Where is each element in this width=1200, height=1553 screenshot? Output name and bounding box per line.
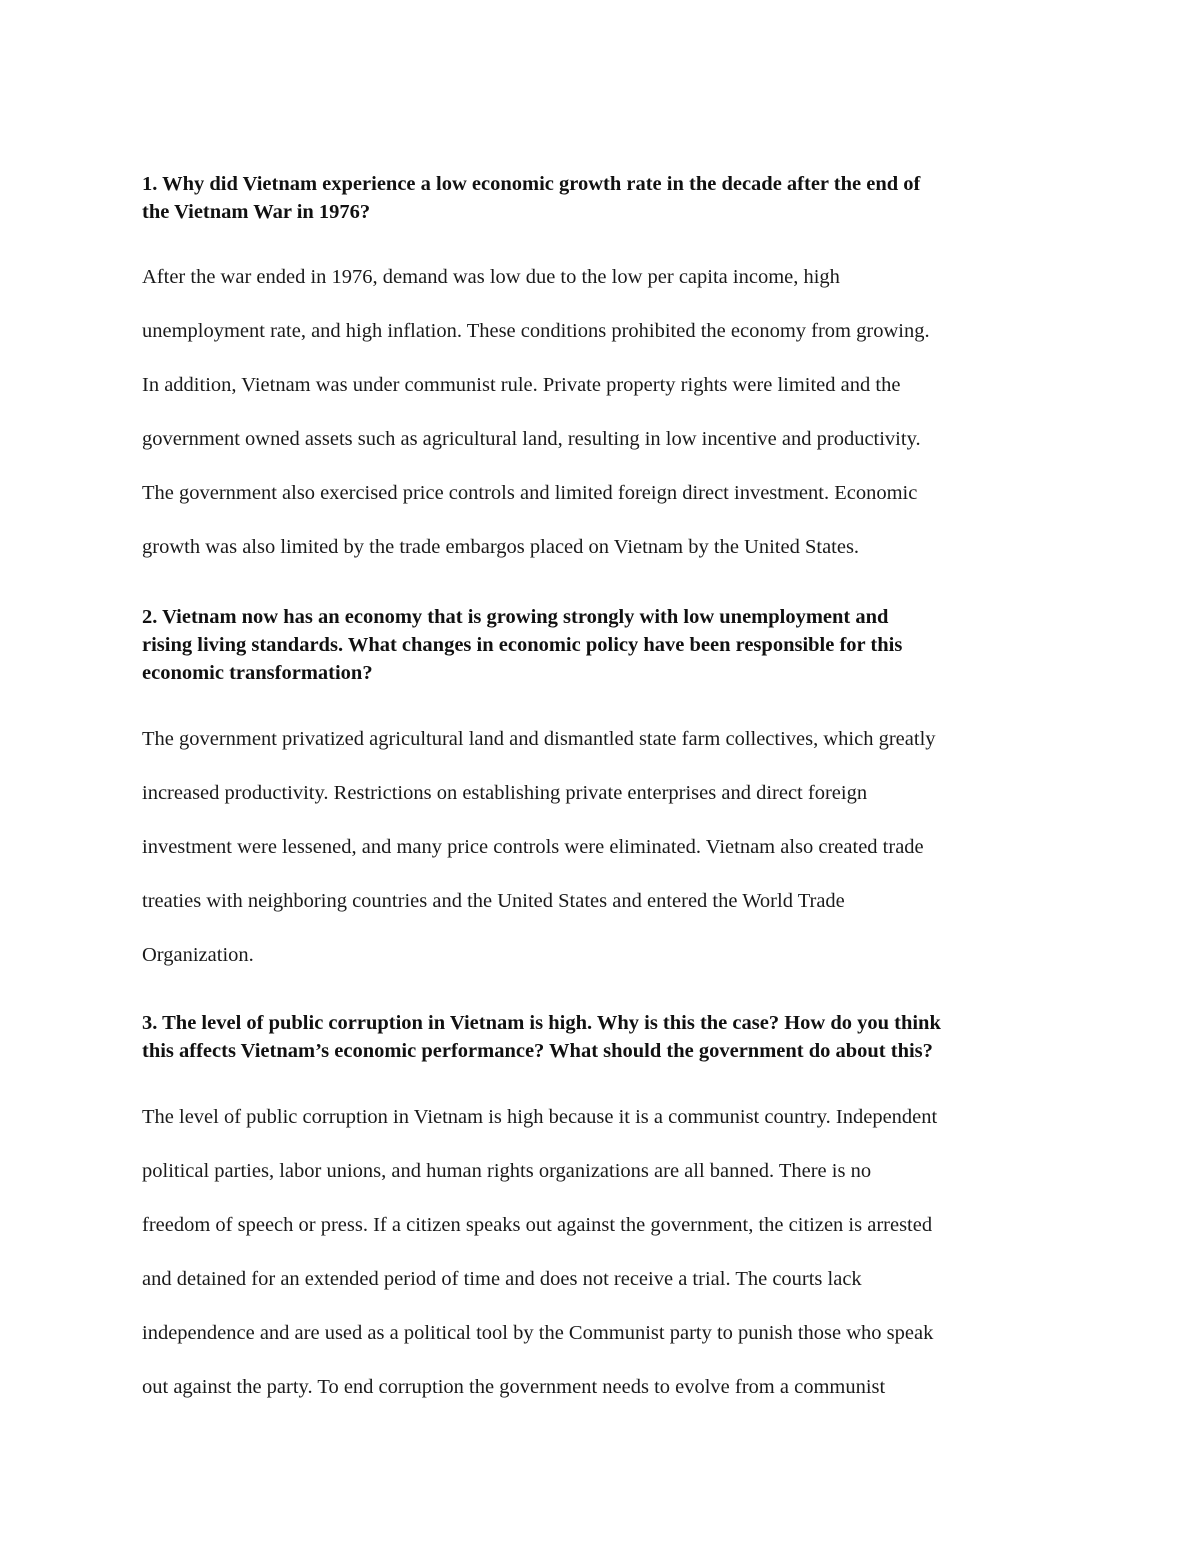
question-line: 2. Vietnam now has an economy that is growing strongly with low unemployment and xyxy=(142,606,889,628)
question-heading-2 xyxy=(142,603,1062,687)
question-line: 1. Why did Vietnam experience a low economic growth rate in the decade after the end of xyxy=(142,173,921,195)
answer-line: unemployment rate, and high inflation. These conditions prohibited the economy from growing. xyxy=(142,320,930,342)
answer-line: increased productivity. Restrictions on establishing private enterprises and direct foreign xyxy=(142,782,868,804)
question-line: rising living standards. What changes in economic policy have been responsible for this xyxy=(142,634,903,656)
answer-line: out against the party. To end corruption the government needs to evolve from a communist xyxy=(142,1376,886,1398)
answer-line: The level of public corruption in Vietnam is high because it is a communist country. Independent xyxy=(142,1106,938,1128)
answer-line: independence and are used as a political tool by the Communist party to punish those who speak xyxy=(142,1322,934,1344)
question-heading-1 xyxy=(142,170,1062,226)
answer-line: In addition, Vietnam was under communist rule. Private property rights were limited and the xyxy=(142,374,901,396)
answer-line: and detained for an extended period of time and does not receive a trial. The courts lack xyxy=(142,1268,862,1290)
answer-paragraph-2 xyxy=(142,712,1062,982)
answer-paragraph-1 xyxy=(142,250,1062,574)
question-section-2 xyxy=(142,603,1062,982)
question-line: 3. The level of public corruption in Vietnam is high. Why is this the case? How do you think xyxy=(142,1012,941,1034)
question-section-3 xyxy=(142,1009,1062,1414)
answer-line: The government privatized agricultural land and dismantled state farm collectives, which greatly xyxy=(142,728,936,750)
answer-line: treaties with neighboring countries and the United States and entered the World Trade xyxy=(142,890,845,912)
answer-line: The government also exercised price controls and limited foreign direct investment. Economic xyxy=(142,482,918,504)
question-line: this affects Vietnam’s economic performance? What should the government do about this? xyxy=(142,1040,933,1062)
question-section-1 xyxy=(142,170,1062,574)
answer-line: government owned assets such as agricultural land, resulting in low incentive and productivity. xyxy=(142,428,921,450)
answer-line: growth was also limited by the trade embargos placed on Vietnam by the United States. xyxy=(142,536,860,558)
answer-line: Organization. xyxy=(142,944,254,966)
question-heading-3 xyxy=(142,1009,1062,1065)
answer-line: After the war ended in 1976, demand was low due to the low per capita income, high xyxy=(142,266,840,288)
answer-line: political parties, labor unions, and human rights organizations are all banned. There is no xyxy=(142,1160,872,1182)
answer-line: investment were lessened, and many price controls were eliminated. Vietnam also created trade xyxy=(142,836,924,858)
question-line: the Vietnam War in 1976? xyxy=(142,201,371,223)
answer-paragraph-3 xyxy=(142,1090,1062,1414)
question-line: economic transformation? xyxy=(142,662,373,684)
answer-line: freedom of speech or press. If a citizen speaks out against the government, the citizen is arrested xyxy=(142,1214,933,1236)
